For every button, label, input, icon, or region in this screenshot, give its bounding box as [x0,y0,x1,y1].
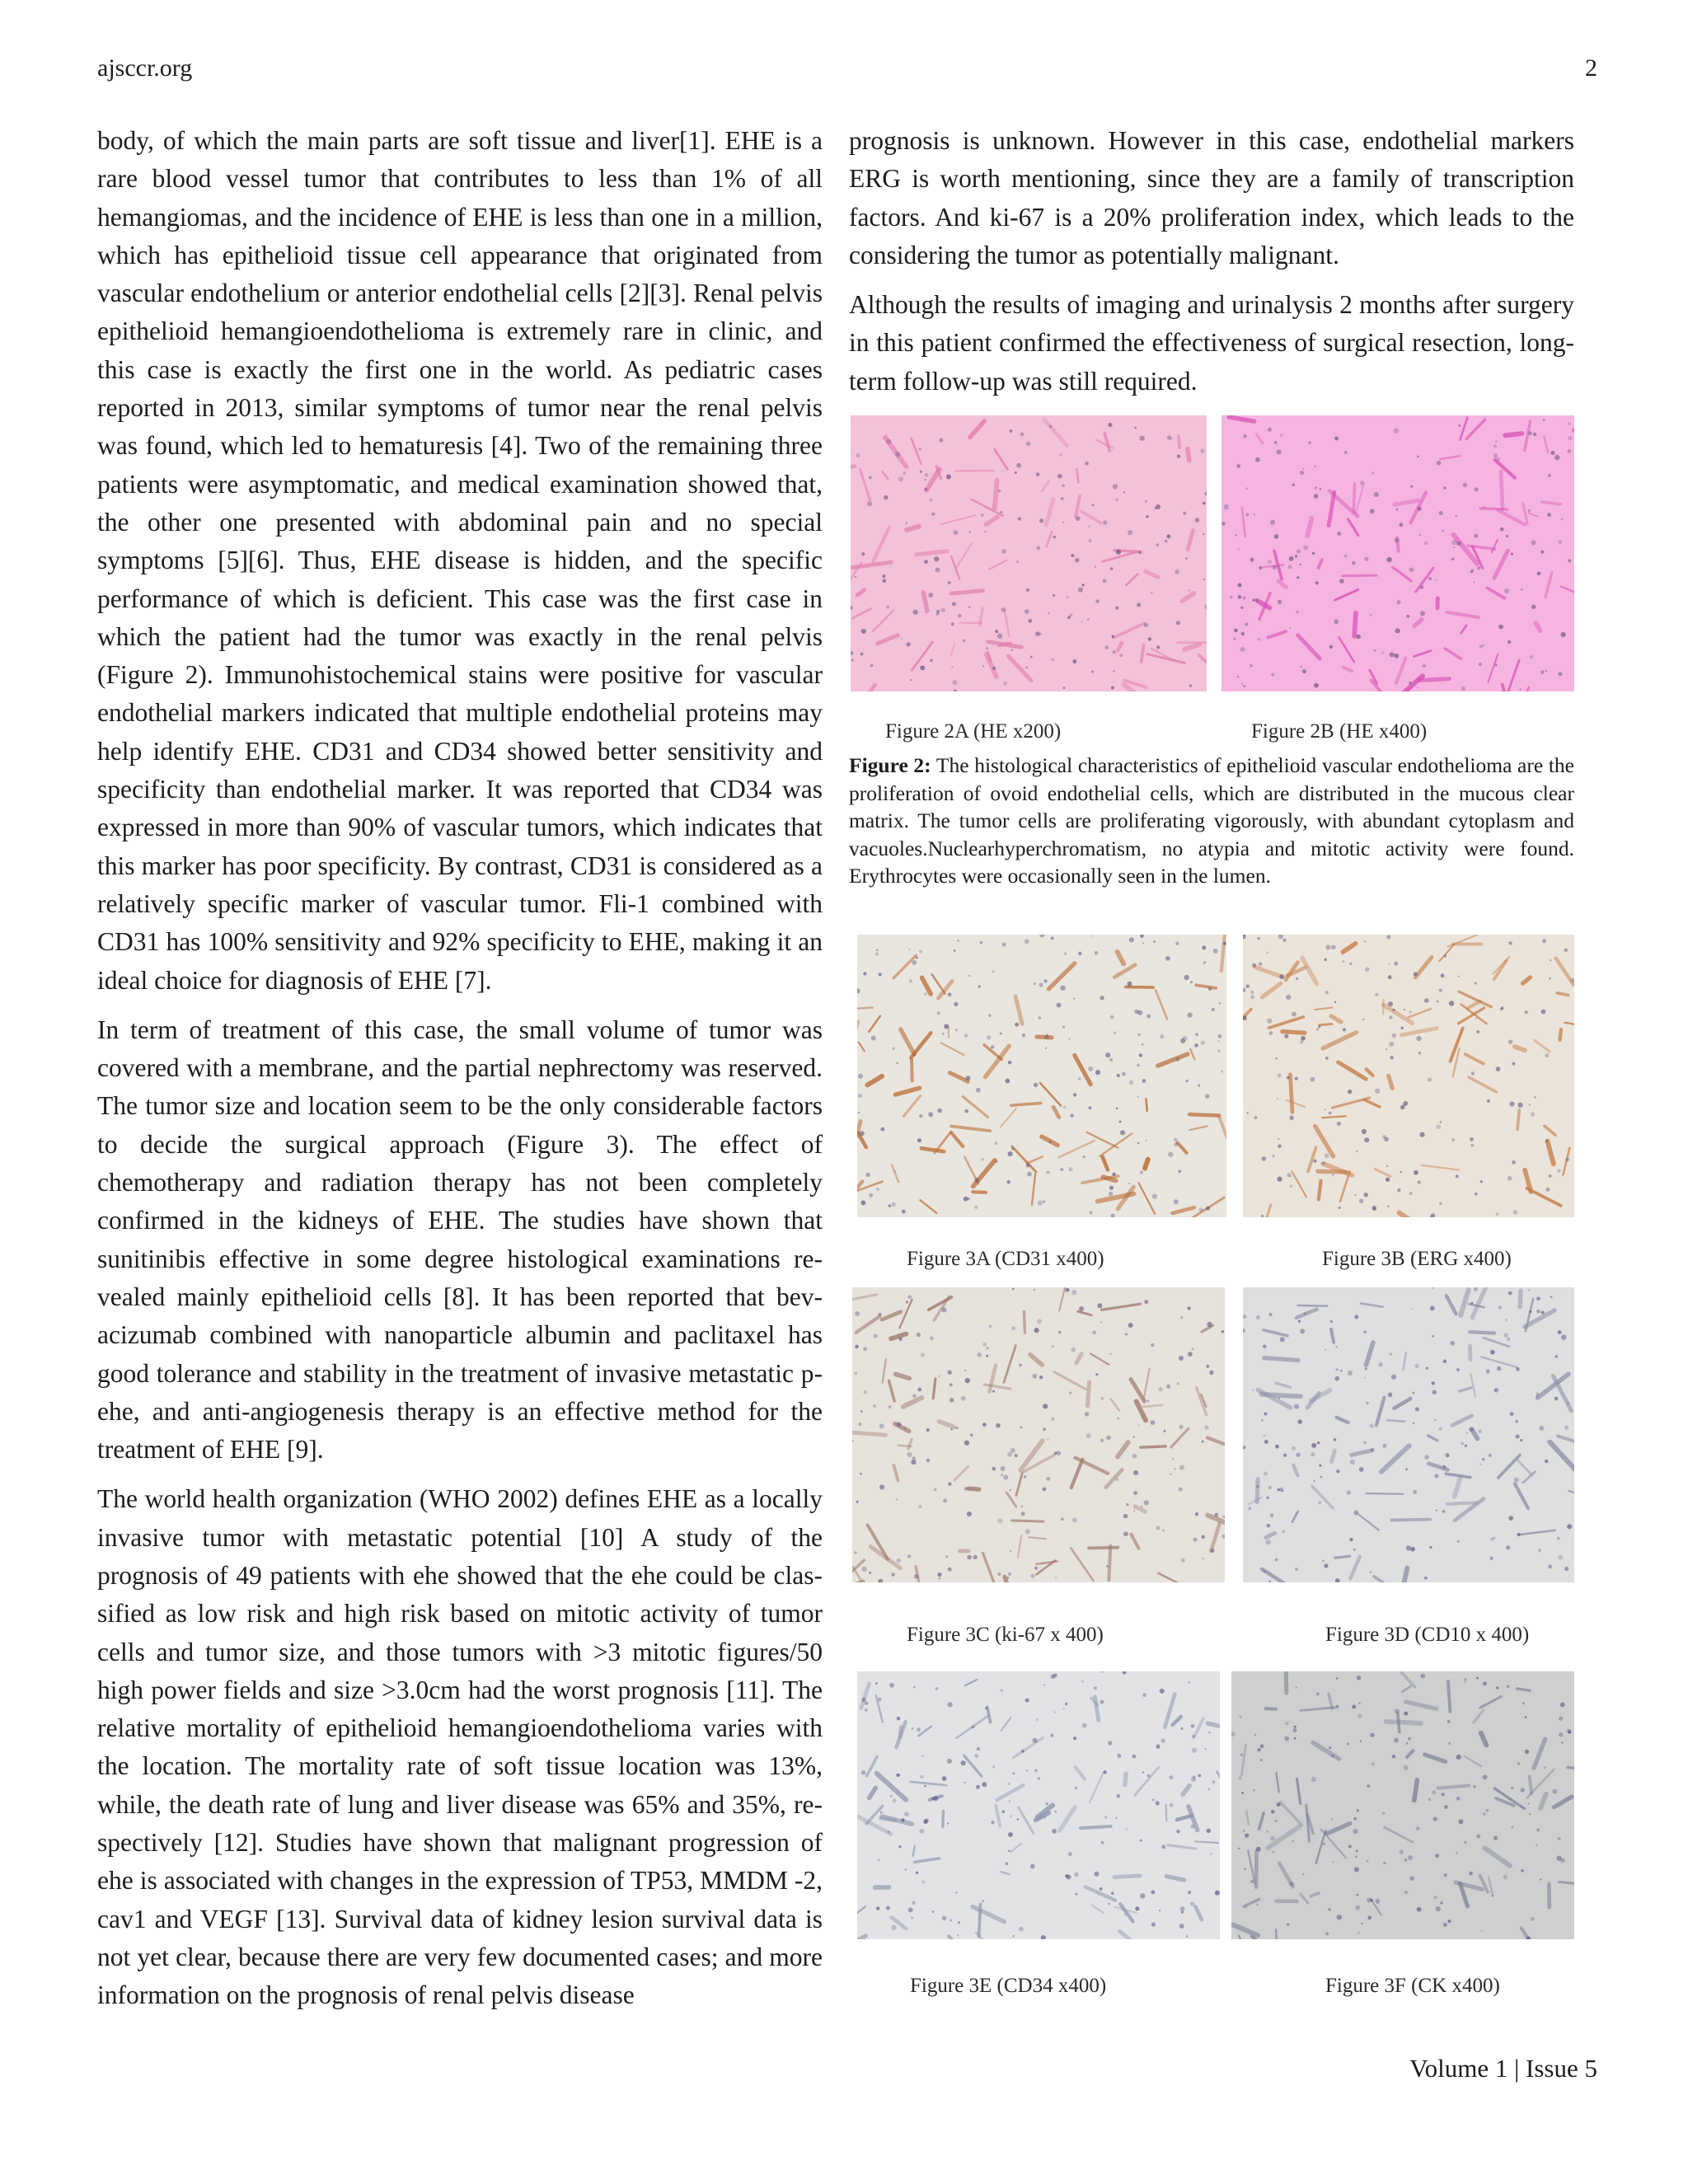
figure-2b-label: Figure 2B (HE x400) [1251,720,1428,743]
figure-3a-label: Figure 3A (CD31 x400) [907,1248,1104,1270]
figure-3e-label: Figure 3E (CD34 x400) [910,1975,1107,1997]
figure-3c-image [852,1287,1225,1582]
figure-3f-image [1231,1671,1574,1939]
paragraph: body, of which the main parts are soft tissue and liver[1]. EHE is a rare blood vessel tumor that contributes to less than 1% of all hemangiomas, and the incidence of EHE is less than one in a million, which has epithelioid tissue cell appearance that originated from vascular endothelium or anterior endothelial cells [2][3]. Renal pelvis epithelioid hemangioendothelioma is extremely rare in clinic, and this case is exactly the first one in the world. As pediatric cases reported in 2013, similar symptoms of tumor near the renal pelvis was found, which led to hematuresis [4]. Two of the remaining three patients were asymptomatic, and medical examination showed that, the other one presented with abdominal pain and no special symptoms [5][6]. Thus, EHE disease is hidden, and the specific performance of which is deficient. This case was the first case in which the patient had the tumor was exactly in the renal pelvis (Figure 2). Immunohistochemical stains were positive for vascular endothelial markers indicated that multiple endothelial proteins may help identify EHE. CD31 and CD34 showed better sensitivity and specificity than endothelial marker. It was reported that CD34 was expressed in more than 90% of vascular tumors, which indicates that this marker has poor specificity. By contrast, CD31 is considered as a relatively specific marker of vascular tumor. Fli-1 combined with CD31 has 100% sensitivity and 92% specificity to EHE, making it an ideal choice for diagnosis of EHE [7]. [97,126,823,995]
figure-3c-label: Figure 3C (ki-67 x 400) [907,1624,1104,1646]
journal-site: ajsccr.org [97,54,193,82]
figure-2-caption [849,752,1574,890]
left-column [97,122,823,2027]
figure-3b-image [1243,935,1574,1217]
caption-title: Figure 2: [849,753,931,777]
paragraph: The world health organization (WHO 2002) defines EHE as a locally invasive tumor with metastatic potential [10] A study of the prognosis of 49 patients with ehe showed that the ehe could be classified as low risk and high risk based on mitotic activity of tumor cells and tumor size, and those tumors with >3 mitotic figures/50 high power fields and size >3.0cm had the worst prognosis [11]. The relative mortality of epithelioid hemangioendothelioma varies with the location. The mortality rate of soft tissue location was 13%, while, the death rate of lung and liver disease was 65% and 35%, respectively [12]. Studies have shown that malignant progression of ehe is associated with changes in the expression of TP53, MMDM -2, cav1 and VEGF [13]. Survival data of kidney lesion survival data is not yet clear, because there are very few documented cases; and more information on the prognosis of renal pelvis disease [97,1484,823,2010]
volume-issue: Volume 1 | Issue 5 [1409,2054,1597,2083]
figure-3d-image [1243,1287,1574,1582]
figure-3b-label: Figure 3B (ERG x400) [1322,1248,1512,1270]
figure-2a-image [851,415,1207,691]
paragraph: Although the results of imaging and urinalysis 2 months after surgery in this patient confirmed the effectiveness of surgical resection, long-term follow-up was still required. [849,290,1574,396]
figure-3a-image [857,935,1226,1217]
figure-2a-label: Figure 2A (HE x200) [885,720,1062,743]
figure-3d-label: Figure 3D (CD10 x 400) [1325,1624,1530,1646]
paragraph: prognosis is unknown. However in this case, endothelial markers ERG is worth mentioning, since they are a family of transcription factors. And ki-67 is a 20% proliferation index, which leads to the considering the tumor as potentially malignant. [849,126,1574,269]
figure-3e-image [857,1671,1220,1939]
page-number: 2 [1585,54,1597,82]
figure-2b-image [1221,415,1574,691]
caption-text: The histological characteristics of epithelioid vascular endothelioma are the proliferation of ovoid endothelial cells, which are distributed in the mucous clear matrix. The tumor cells are proliferating vigorously, with abundant cytoplasm and vacuoles.Nuclearhyperchromatism, no atypia and mitotic activity were found. Erythrocytes were occasionally seen in the lumen. [849,753,1575,888]
right-column [849,122,1574,412]
figure-3f-label: Figure 3F (CK x400) [1325,1975,1500,1997]
paragraph: In term of treatment of this case, the small volume of tumor was covered with a membrane, and the partial nephrectomy was reserved. The tumor size and location seem to be the only considerable factors to decide the surgical approach (Figure 3). The effect of chemotherapy and radiation therapy has not been completely confirmed in the kidneys of EHE. The studies have shown that sunitinibis effective in some degree histological examinations revealed mainly epithelioid cells [8]. It has been reported that bevacizumab combined with nanoparticle albumin and paclitaxel has good tolerance and stability in the treatment of invasive metastatic p-ehe, and anti-angiogenesis therapy is an effective method for the treatment of EHE [9]. [97,1015,823,1465]
